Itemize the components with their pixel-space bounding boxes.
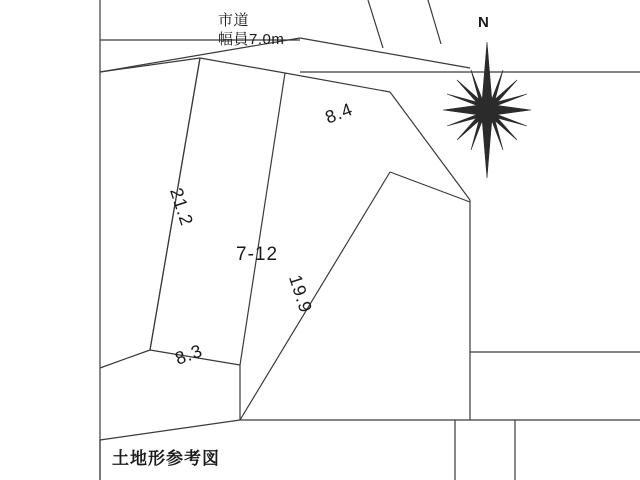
- figure-caption: 土地形参考図: [112, 449, 220, 468]
- road-name: 市道: [218, 12, 250, 29]
- road-width: 幅員7.0m: [218, 30, 285, 48]
- dimension-bottom: 8.3: [172, 340, 206, 369]
- north-indicator-label: N: [478, 14, 489, 31]
- dimension-right: 19.9: [285, 272, 317, 316]
- dimension-left: 21.2: [166, 185, 198, 229]
- parcel-number-label: 7-12: [236, 244, 279, 265]
- road-label: [218, 12, 284, 50]
- dimension-top: 8.4: [322, 98, 356, 128]
